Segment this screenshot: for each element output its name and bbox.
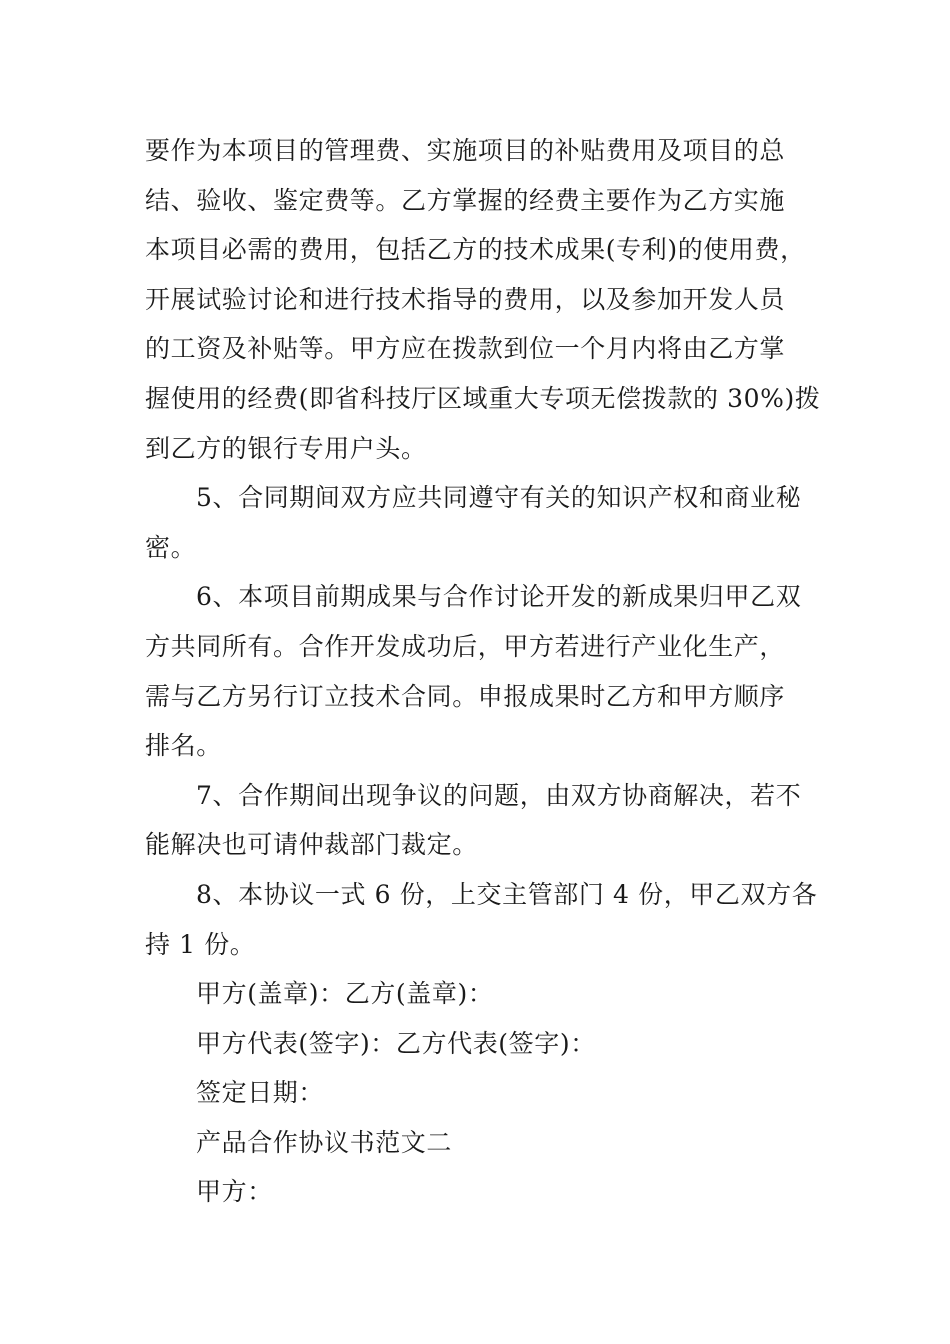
document-page: [145, 126, 825, 1217]
clause-7-start: 7、合作期间出现争议的问题，由双方协商解决，若不: [196, 780, 802, 810]
text-line: 结、验收、鉴定费等。乙方掌握的经费主要作为乙方实施: [145, 185, 786, 215]
party-a-line: 甲方：: [196, 1177, 273, 1207]
clause-8-start: 8、本协议一式 6 份，上交主管部门 4 份，甲乙双方各: [196, 879, 818, 909]
text-line: 持 1 份。: [145, 929, 256, 959]
text-line: 排名。: [145, 731, 222, 761]
seal-line: 甲方(盖章)：乙方(盖章)：: [196, 979, 494, 1009]
text-line: 密。: [145, 532, 197, 562]
text-line: 需与乙方另行订立技术合同。申报成果时乙方和甲方顺序: [145, 681, 786, 711]
section-heading: 产品合作协议书范文二: [196, 1127, 453, 1157]
text-line: 握使用的经费(即省科技厅区域重大专项无偿拨款的 30%)拨: [145, 383, 821, 413]
signature-line: 甲方代表(签字)：乙方代表(签字)：: [196, 1028, 596, 1058]
text-line: 能解决也可请仲裁部门裁定。: [145, 830, 478, 860]
clause-5-start: 5、合同期间双方应共同遵守有关的知识产权和商业秘: [196, 483, 802, 513]
clause-6-start: 6、本项目前期成果与合作讨论开发的新成果归甲乙双: [196, 582, 802, 612]
text-line: 方共同所有。合作开发成功后，甲方若进行产业化生产，: [145, 631, 786, 661]
text-line: 本项目必需的费用，包括乙方的技术成果(专利)的使用费，: [145, 235, 806, 265]
text-line: 开展试验讨论和进行技术指导的费用，以及参加开发人员: [145, 284, 786, 314]
sign-date-line: 签定日期：: [196, 1078, 325, 1108]
text-line: 要作为本项目的管理费、实施项目的补贴费用及项目的总: [145, 136, 786, 165]
text-line: 到乙方的银行专用户头。: [145, 433, 427, 463]
text-line: 的工资及补贴等。甲方应在拨款到位一个月内将由乙方掌: [145, 334, 786, 364]
